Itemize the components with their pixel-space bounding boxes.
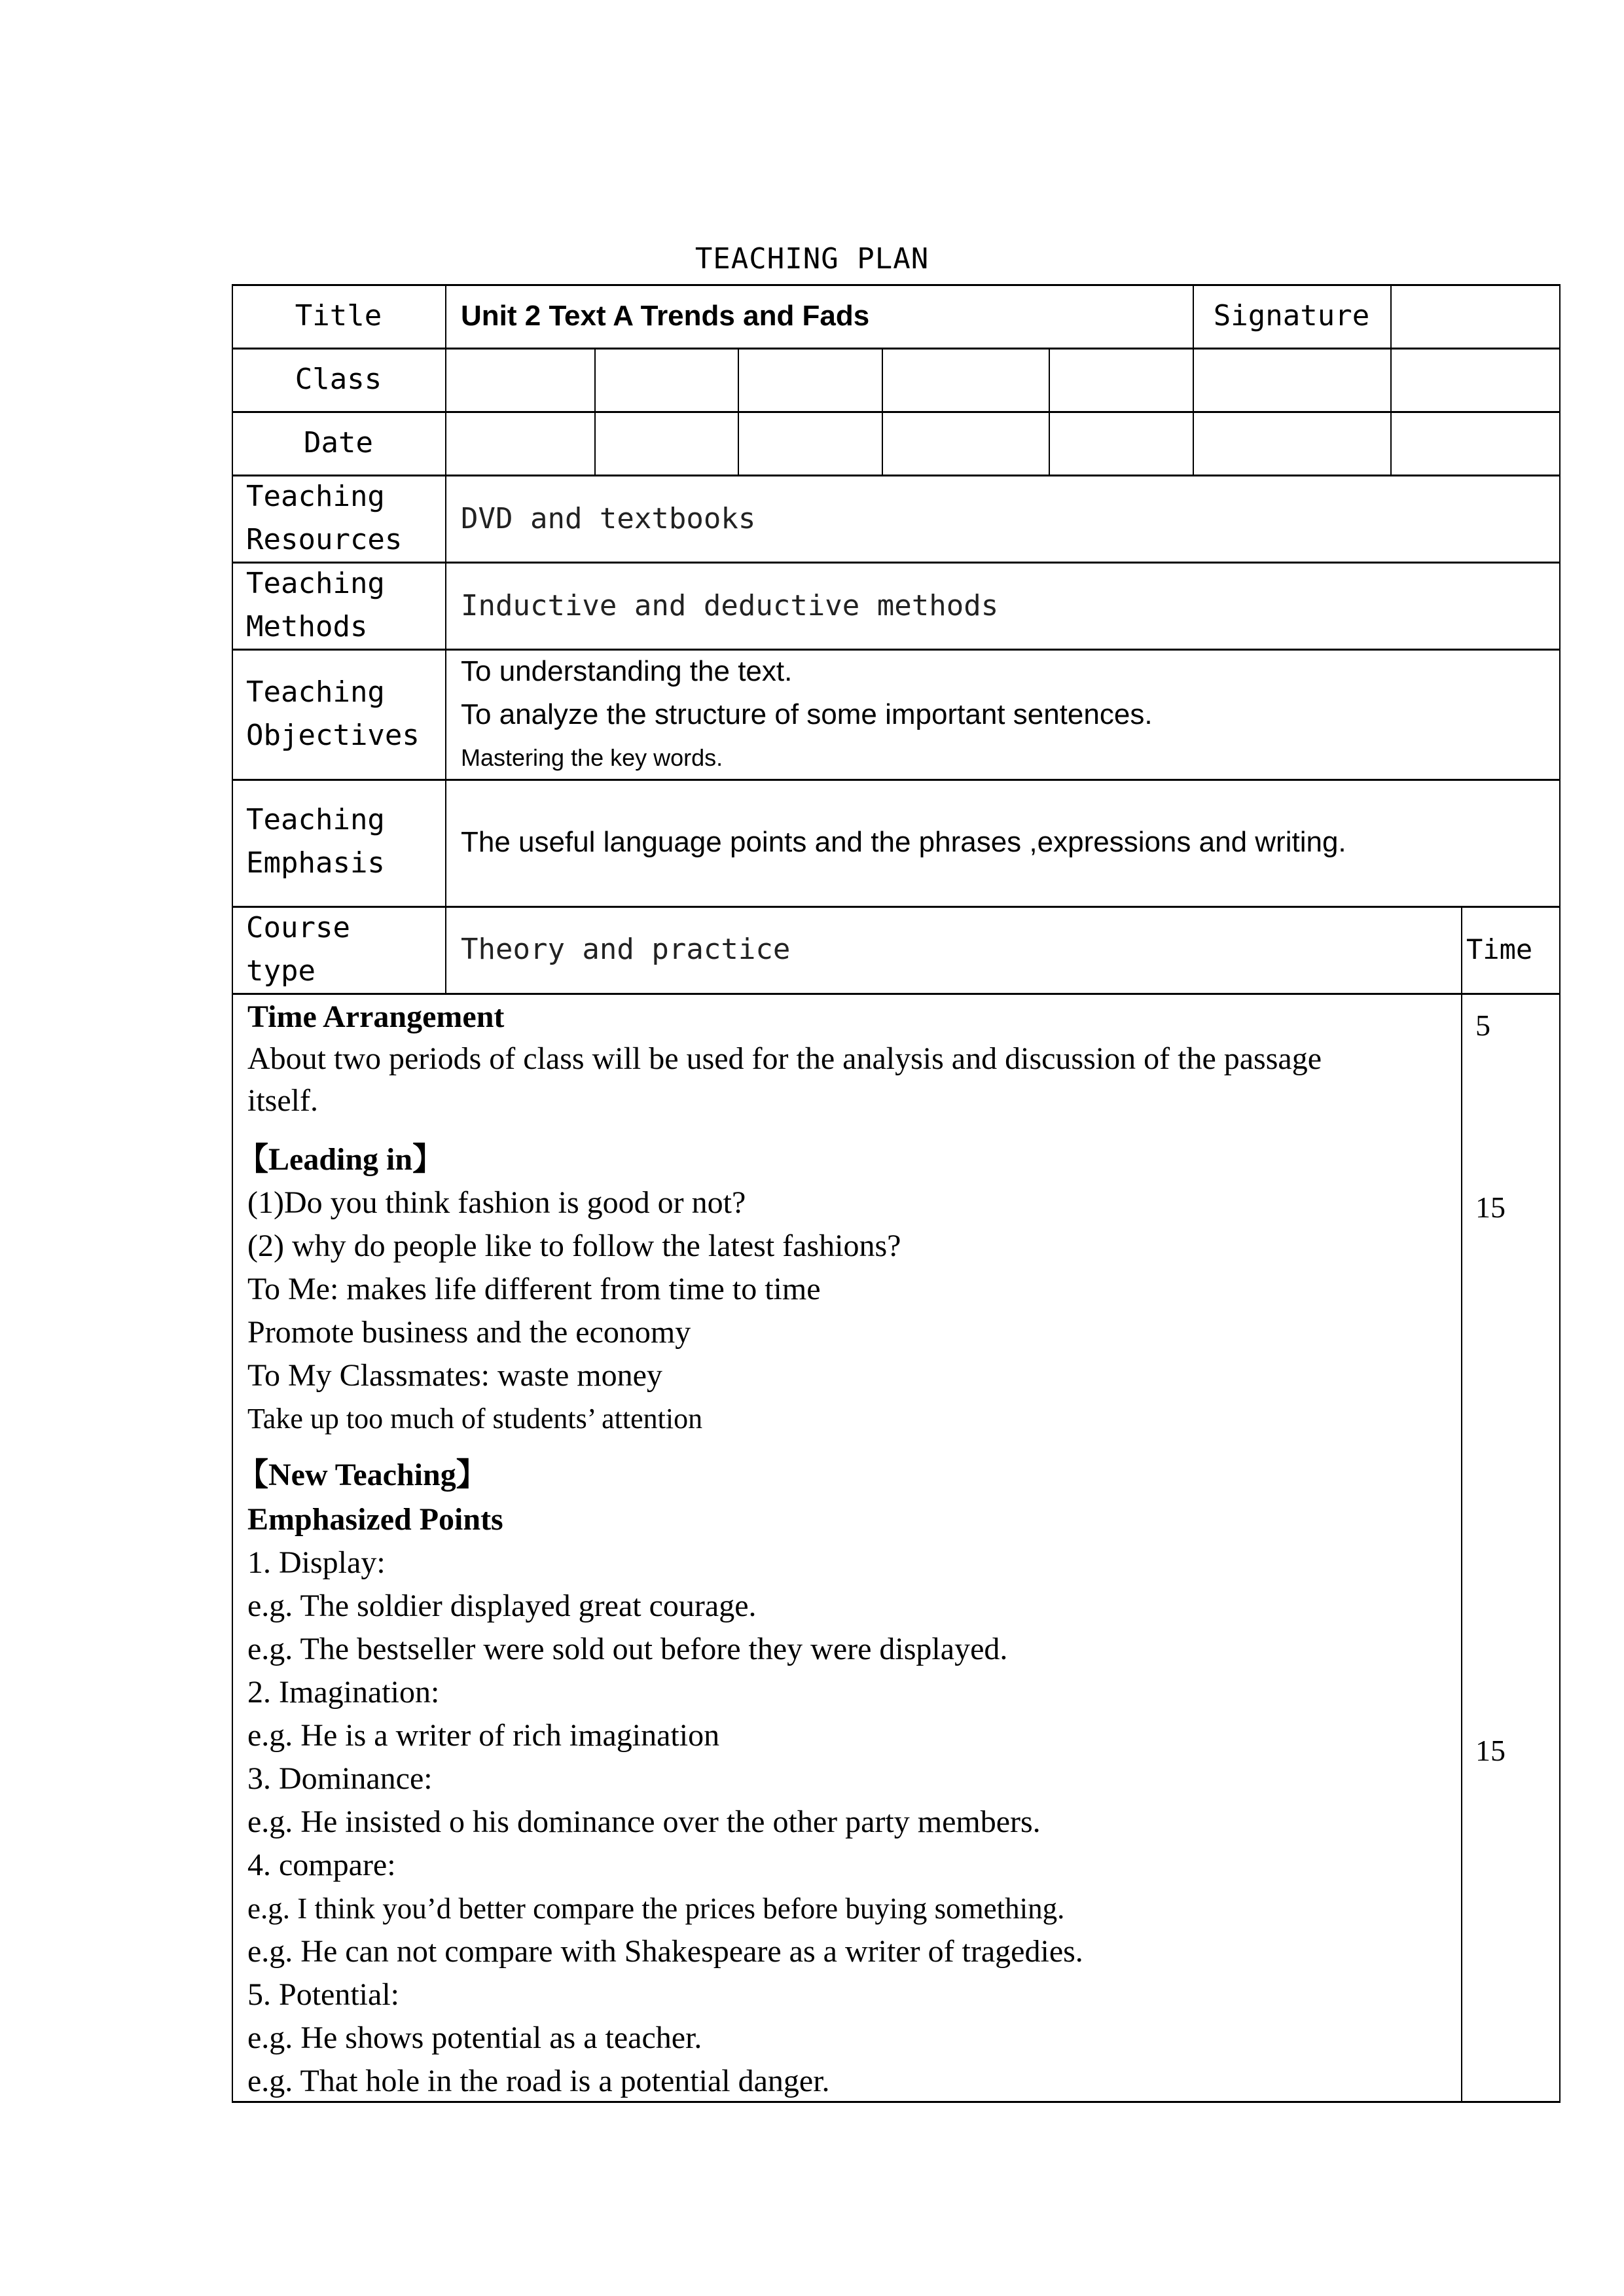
point-line: 1. Display: bbox=[247, 1545, 386, 1580]
row-divider bbox=[232, 475, 1561, 476]
leading-in-line: Take up too much of students’ attention bbox=[247, 1403, 703, 1435]
label-column-divider bbox=[445, 284, 446, 994]
table-border-left bbox=[232, 284, 233, 2103]
point-line: e.g. I think you’d better compare the prices before buying something. bbox=[247, 1892, 1065, 1925]
title-label: Title bbox=[295, 299, 382, 332]
objective-item: To understanding the text. bbox=[461, 655, 793, 687]
row-divider bbox=[232, 779, 1561, 781]
point-line: e.g. He can not compare with Shakespeare as a writer of tragedies. bbox=[247, 1934, 1083, 1969]
resources-value: DVD and textbooks bbox=[461, 502, 756, 535]
course-type-label-line2: type bbox=[246, 954, 316, 988]
course-type-value: Theory and practice bbox=[461, 933, 791, 966]
objective-item: To analyze the structure of some important sentences. bbox=[461, 698, 1153, 730]
col-divider bbox=[882, 348, 883, 475]
table-border-right bbox=[1559, 284, 1561, 2103]
methods-value: Inductive and deductive methods bbox=[461, 589, 999, 622]
signature-label: Signature bbox=[1213, 299, 1370, 332]
point-line: e.g. He is a writer of rich imagination bbox=[247, 1718, 720, 1753]
objective-item: Mastering the key words. bbox=[461, 744, 723, 771]
point-line: e.g. The bestseller were sold out before they were displayed. bbox=[247, 1632, 1008, 1666]
point-line: 5. Potential: bbox=[247, 1977, 399, 2012]
objectives-label-line1: Teaching bbox=[246, 675, 385, 709]
resources-label-line2: Resources bbox=[246, 523, 403, 556]
point-line: e.g. That hole in the road is a potential danger. bbox=[247, 2064, 830, 2098]
col-divider bbox=[1049, 348, 1050, 475]
table-border-top bbox=[232, 284, 1561, 286]
time-arrangement-text: itself. bbox=[247, 1083, 318, 1118]
methods-label-line1: Teaching bbox=[246, 567, 385, 600]
title-value: Unit 2 Text A Trends and Fads bbox=[461, 300, 870, 332]
leading-in-line: (1)Do you think fashion is good or not? bbox=[247, 1185, 746, 1220]
objectives-label-line2: Objectives bbox=[246, 719, 420, 752]
point-line: e.g. The soldier displayed great courage. bbox=[247, 1588, 757, 1623]
leading-in-heading: 【Leading in】 bbox=[237, 1142, 444, 1177]
methods-label-line2: Methods bbox=[246, 610, 368, 643]
point-line: 4. compare: bbox=[247, 1848, 396, 1882]
class-label: Class bbox=[295, 363, 382, 396]
col-divider bbox=[738, 348, 739, 475]
time-value: 15 bbox=[1475, 1734, 1506, 1767]
date-label: Date bbox=[304, 426, 373, 459]
emphasis-label-line2: Emphasis bbox=[246, 846, 385, 880]
point-line: 3. Dominance: bbox=[247, 1761, 433, 1796]
new-teaching-heading: 【New Teaching】 bbox=[237, 1458, 488, 1492]
row-divider bbox=[232, 993, 1561, 995]
leading-in-line: Promote business and the economy bbox=[247, 1315, 691, 1350]
time-arrangement-heading: Time Arrangement bbox=[247, 999, 505, 1034]
point-line: 2. Imagination: bbox=[247, 1675, 440, 1710]
point-line: e.g. He shows potential as a teacher. bbox=[247, 2020, 702, 2055]
time-value: 15 bbox=[1475, 1191, 1506, 1224]
emphasis-label-line1: Teaching bbox=[246, 803, 385, 836]
emphasized-points-heading: Emphasized Points bbox=[247, 1502, 503, 1537]
row-divider bbox=[232, 411, 1561, 413]
time-column-divider bbox=[1461, 906, 1462, 2102]
col-divider bbox=[594, 348, 596, 475]
emphasis-value: The useful language points and the phrases ,expressions and writing. bbox=[461, 826, 1346, 858]
resources-label-line1: Teaching bbox=[246, 480, 385, 513]
time-arrangement-text: About two periods of class will be used for the analysis and discussion of the passage bbox=[247, 1041, 1322, 1076]
document-title: TEACHING PLAN bbox=[695, 242, 929, 276]
leading-in-line: To Me: makes life different from time to time bbox=[247, 1272, 821, 1306]
time-value: 5 bbox=[1475, 1009, 1490, 1042]
point-line: e.g. He insisted o his dominance over the other party members. bbox=[247, 1804, 1041, 1839]
row-divider bbox=[232, 906, 1561, 908]
col-divider bbox=[1390, 284, 1392, 475]
time-header: Time bbox=[1466, 933, 1533, 965]
row-divider bbox=[232, 348, 1561, 350]
leading-in-line: To My Classmates: waste money bbox=[247, 1358, 662, 1393]
course-type-label-line1: Course bbox=[246, 911, 350, 944]
row-divider bbox=[232, 562, 1561, 564]
row-divider bbox=[232, 649, 1561, 651]
leading-in-line: (2) why do people like to follow the latest fashions? bbox=[247, 1229, 901, 1263]
